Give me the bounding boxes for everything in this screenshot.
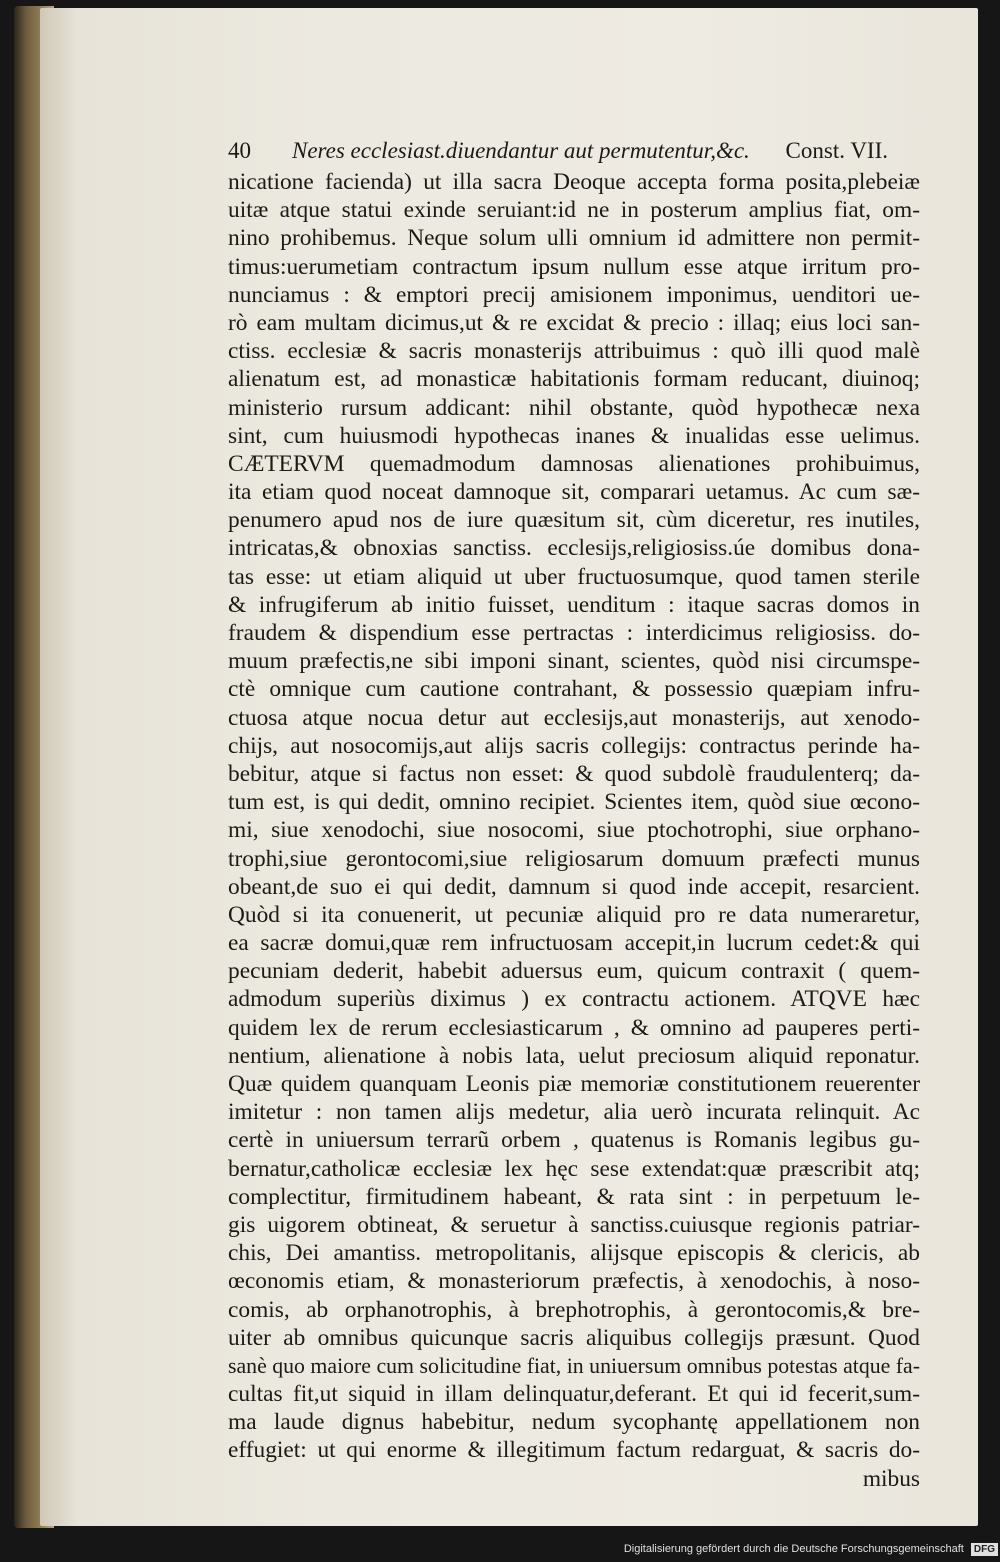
text-line: uiter ab omnibus quicunque sacris aliquibus collegijs præsunt. Quod [228, 1324, 920, 1351]
text-line: ita etiam quod noceat damnoque sit, comparari uetamus. Ac cum sæ- [228, 479, 920, 506]
text-line: obeant,de suo ei qui dedit, damnum si quod inde accepit, resarcient. [228, 873, 920, 900]
running-title: Neres ecclesiast.diuendantur aut permutentur,&c. [292, 138, 750, 163]
text-line: ctiss. ecclesiæ & sacris monasterijs attribuimus : quò illi quod malè [228, 338, 920, 365]
text-line: bernatur,catholicæ ecclesiæ lex hęc sese extendat:quæ præscribit atq; [228, 1155, 920, 1182]
text-line: CÆTERVM quemadmodum damnosas alienationes prohibuimus, [228, 450, 920, 477]
text-line: certè in uniuersum terrarũ orbem , quatenus is Romanis legibus gu- [228, 1127, 920, 1154]
text-line: penumero apud nos de iure quæsitum sit, cùm diceretur, res inutiles, [228, 507, 920, 534]
text-line: cultas fit,ut siquid in illam delinquatur,deferant. Et qui id fecerit,sum- [228, 1381, 920, 1408]
text-line: bebitur, atque si factus non esset: & quod subdolè fraudulenterq; da- [228, 760, 920, 787]
text-line: ministerio rursum addicant: nihil obstante, quòd hypothecæ nexa [228, 394, 920, 421]
text-line: nicatione facienda) ut illa sacra Deoque accepta forma posita,plebeiæ [228, 169, 920, 195]
text-line: rò eam multam dicimus,ut & re excidat & precio : illaq; eius loci san- [228, 309, 920, 336]
text-line: uitæ atque statui exinde seruiant:id ne in posterum amplius fiat, om- [228, 197, 920, 224]
text-line: alienatum est, ad monasticæ habitationis formam reducant, diuinoq; [228, 366, 920, 393]
text-line: complectitur, firmitudinem habeant, & rata sint : in perpetuum le- [228, 1183, 920, 1210]
dfg-logo: DFG [971, 1543, 998, 1556]
text-line: Quòd si ita conuenerit, ut pecuniæ aliquid pro re data numeraretur, [228, 901, 920, 928]
text-line: & infrugiferum ab initio fuisset, uenditum : itaque sacras domos in [228, 591, 920, 618]
text-line: Quæ quidem quanquam Leonis piæ memoriæ constitutionem reuerenter [228, 1071, 920, 1097]
text-line: ctè omnique cum cautione contrahant, & possessio quæpiam infru- [228, 676, 920, 703]
text-line: ea sacræ domui,quæ rem infructuosam accepit,in lucrum cedet:& qui [228, 930, 920, 957]
footer-credit [612, 1543, 998, 1559]
running-head [228, 134, 888, 168]
text-line: imitetur : non tamen alijs medetur, alia uerò incurata relinquit. Ac [228, 1099, 920, 1126]
text-line: mibus [862, 1465, 920, 1492]
text-line: intricatas,& obnoxias sanctiss. ecclesijs,religiosiss.úe domibus dona- [228, 535, 920, 562]
text-line: sanè quo maiore cum solicitudine fiat, in uniuersum omnibus potestas atque fa- [228, 1353, 920, 1378]
text-line: gis uigorem obtineat, & seruetur à sanctiss.cuiusque regionis patriar- [228, 1211, 920, 1238]
text-line: trophi,siue gerontocomi,siue religiosarum domuum præfecti munus [228, 845, 920, 872]
text-line: œconomis etiam, & monasteriorum præfectis, à xenodochis, à noso- [228, 1268, 920, 1295]
text-line: chijs, aut nosocomijs,aut alijs sacris collegijs: contractus perinde ha- [228, 732, 920, 759]
text-line: comis, ab orphanotrophis, à brephotrophis, à gerontocomis,& bre- [228, 1296, 920, 1323]
text-line: sint, cum huiusmodi hypothecas inanes & inualidas esse uelimus. [228, 422, 920, 449]
text-line: ctuosa atque nocua detur aut ecclesijs,aut monasterijs, aut xenodo- [228, 704, 920, 731]
text-line: admodum superiùs diximus ) ex contractu actionem. ATQVE hæc [228, 986, 920, 1013]
text-line: quidem lex de rerum ecclesiasticarum , & omnino ad pauperes perti- [228, 1014, 920, 1041]
footer-text: Digitalisierung gefördert durch die Deutsche Forschungsgemeinschaft [623, 1543, 964, 1555]
text-line: ma laude dignus habebitur, nedum sycophantę appellationem non [228, 1409, 920, 1436]
constitution-label: Const. VII. [785, 138, 888, 163]
text-line: tas esse: ut etiam aliquid ut uber fructuosumque, quod tamen sterile [228, 563, 920, 590]
text-line: fraudem & dispendium esse pertractas : interdicimus religiosiss. do- [228, 620, 920, 646]
text-line: chis, Dei amantiss. metropolitanis, alijsque episcopis & clericis, ab [228, 1240, 920, 1267]
text-line: tum est, is qui dedit, omnino recipiet. Scientes item, quòd siue œcono- [228, 789, 920, 816]
page-number: 40 [228, 138, 251, 163]
text-line: nino prohibemus. Neque solum ulli omnium id admittere non permit- [228, 225, 920, 252]
text-line: timus:uerumetiam contractum ipsum nullum esse atque irritum pro- [228, 253, 920, 280]
body-text [228, 168, 920, 1493]
text-line: muum præfectis,ne sibi imponi sinant, scientes, quòd nisi circumspe- [228, 648, 920, 675]
text-line: nentium, alienatione à nobis lata, uelut preciosum aliquid reponatur. [228, 1042, 920, 1069]
text-line: mi, siue xenodochi, siue nosocomi, siue ptochotrophi, siue orphano- [228, 817, 920, 844]
text-line: nunciamus : & emptori precij amisionem imponimus, uenditori ue- [228, 281, 920, 308]
text-line: pecuniam dederit, habebit aduersus eum, quicum contraxit ( quem- [228, 958, 920, 985]
text-line: effugiet: ut qui enorme & illegitimum factum redarguat, & sacris do- [228, 1437, 920, 1464]
